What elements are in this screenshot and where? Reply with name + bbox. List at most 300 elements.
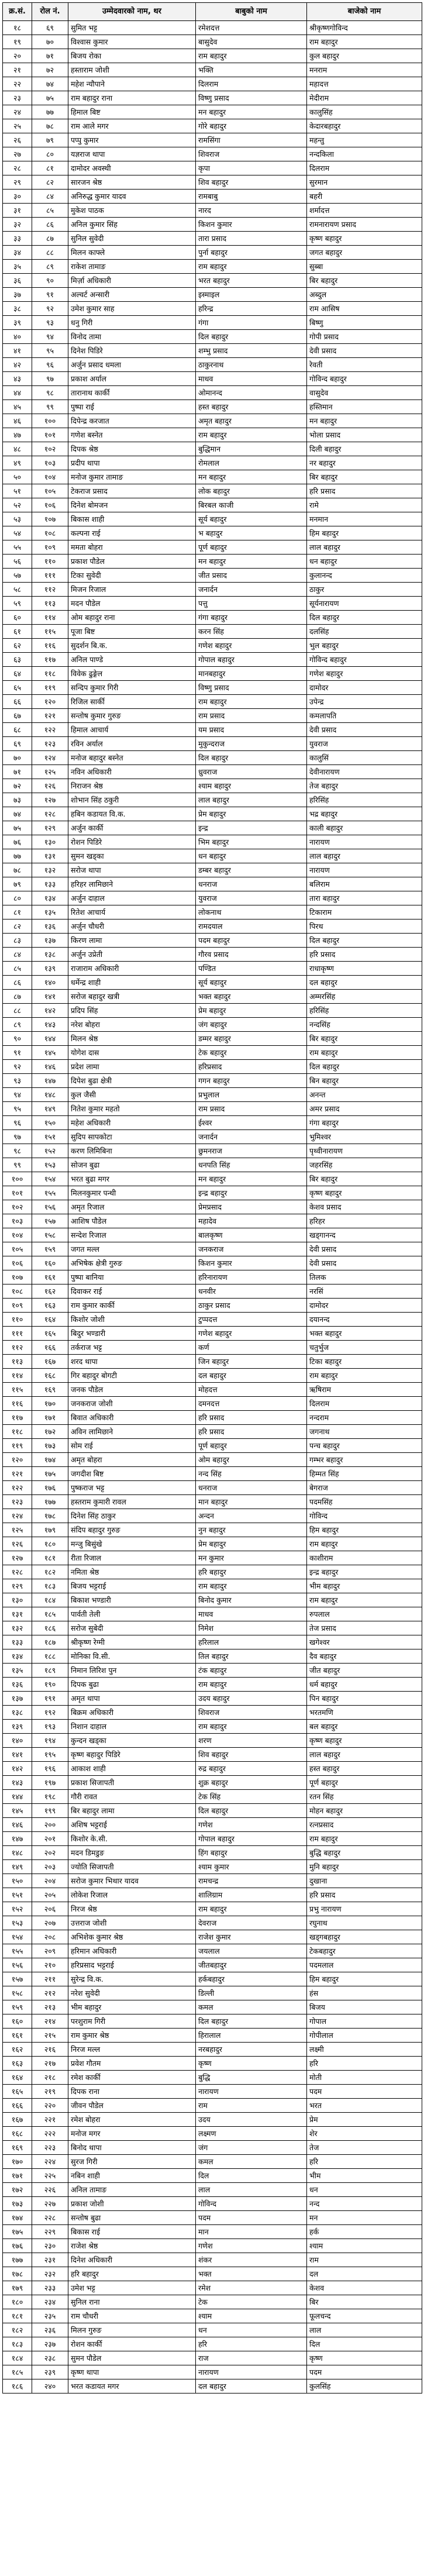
grandfather-name-cell: राधाकृष्ण [307, 962, 422, 976]
serial-number-cell: १५३ [3, 1916, 32, 1930]
grandfather-name-cell: रत्नप्रसाद [307, 1818, 422, 1832]
father-name-cell: अन्दन [196, 1509, 307, 1523]
grandfather-name-cell: नन्दकिला [307, 147, 422, 161]
father-name-cell: शिवराज [196, 147, 307, 161]
roll-number-cell: १५३ [32, 1158, 68, 1172]
serial-number-cell: १३१ [3, 1607, 32, 1621]
candidate-name-cell: शरद थापा [68, 1355, 196, 1369]
father-name-cell: प्रभुलाल [196, 1088, 307, 1102]
header-roll-number: रोल नं. [32, 3, 68, 21]
table-row [3, 1495, 422, 1509]
serial-number-cell: १६३ [3, 2057, 32, 2071]
serial-number-cell: ३६ [3, 274, 32, 288]
roll-number-cell: १९४ [32, 1734, 68, 1748]
roll-number-cell: १०० [32, 414, 68, 428]
serial-number-cell: १७८ [3, 2267, 32, 2281]
roll-number-cell: २३५ [32, 2309, 68, 2323]
grandfather-name-cell: दलसिंह [307, 625, 422, 639]
roll-number-cell: ७४ [32, 77, 68, 91]
roll-number-cell: १५२ [32, 1144, 68, 1158]
grandfather-name-cell: ठाकुर [307, 583, 422, 597]
candidate-name-cell: निराजन श्रेष्ठ [68, 779, 196, 793]
roll-number-cell: २०८ [32, 1930, 68, 1944]
grandfather-name-cell: महन्तु [307, 133, 422, 147]
roll-number-cell: १९६ [32, 1762, 68, 1776]
roll-number-cell: २०१ [32, 1832, 68, 1846]
serial-number-cell: ९५ [3, 1102, 32, 1116]
serial-number-cell: ८५ [3, 962, 32, 976]
serial-number-cell: १०९ [3, 1299, 32, 1313]
serial-number-cell: ३८ [3, 302, 32, 316]
candidate-name-cell: मिलन गुरुङ [68, 2323, 196, 2337]
father-name-cell: प्रेम बहादुर [196, 807, 307, 821]
roll-number-cell: २२८ [32, 2211, 68, 2225]
father-name-cell: रुद्र बहादुर [196, 1762, 307, 1776]
candidate-name-cell: महेश अधिकारी [68, 1116, 196, 1130]
candidate-name-cell: किशोर जोशी [68, 1313, 196, 1327]
serial-number-cell: ४७ [3, 428, 32, 442]
serial-number-cell: १०८ [3, 1284, 32, 1299]
father-name-cell: शिव बहादुर [196, 1748, 307, 1762]
candidate-name-cell: अभिषेक क्षेत्री गुरुङ [68, 1256, 196, 1270]
roll-number-cell: ९९ [32, 400, 68, 414]
father-name-cell: लाल [196, 2183, 307, 2197]
serial-number-cell: ६५ [3, 681, 32, 695]
grandfather-name-cell: नन्दसिंह [307, 1018, 422, 1032]
father-name-cell: मन बहादुर [196, 105, 307, 119]
grandfather-name-cell: गोपीलाल [307, 2029, 422, 2043]
father-name-cell: पुर्ना बहादुर [196, 246, 307, 260]
grandfather-name-cell: दुखाना [307, 1874, 422, 1888]
father-name-cell: दिलराम [196, 77, 307, 91]
grandfather-name-cell: श्याम [307, 2239, 422, 2253]
serial-number-cell: ९० [3, 1032, 32, 1046]
roll-number-cell: ६९ [32, 21, 68, 35]
roll-number-cell: १७९ [32, 1523, 68, 1537]
grandfather-name-cell: वासुदेव [307, 386, 422, 400]
table-row [3, 1130, 422, 1144]
father-name-cell: ठाकुरनाथ [196, 358, 307, 372]
father-name-cell: सूर्य बहादुर [196, 976, 307, 990]
candidate-name-cell: दामोदर अवस्थी [68, 161, 196, 175]
father-name-cell: हर्कबहादुर [196, 1972, 307, 1986]
table-row [3, 1439, 422, 1453]
grandfather-name-cell: दिलराम [307, 1397, 422, 1411]
candidate-name-cell: योगेश दास [68, 1046, 196, 1060]
grandfather-name-cell: अम्मरसिंह [307, 990, 422, 1004]
father-name-cell: धनवीर [196, 1284, 307, 1299]
table-row [3, 1144, 422, 1158]
roll-number-cell: १४८ [32, 1088, 68, 1102]
candidate-name-cell: अनिरुद्ध कुमार यादव [68, 190, 196, 204]
father-name-cell: दिल बहादुर [196, 751, 307, 765]
father-name-cell: पदम [196, 2211, 307, 2225]
grandfather-name-cell: काली बहादुर [307, 821, 422, 835]
grandfather-name-cell: देवीनारायण [307, 765, 422, 779]
serial-number-cell: ११२ [3, 1341, 32, 1355]
candidate-name-cell: मिलन श्रेष्ठ [68, 1032, 196, 1046]
roll-number-cell: ७५ [32, 91, 68, 105]
grandfather-name-cell: बल बहादुर [307, 1720, 422, 1734]
candidate-name-cell: भीम बहादुर [68, 2000, 196, 2014]
grandfather-name-cell: गोपी प्रसाद [307, 330, 422, 344]
roll-number-cell: १७८ [32, 1509, 68, 1523]
grandfather-name-cell: कुलानन्द [307, 569, 422, 583]
candidate-name-cell: कुन्दन खड्का [68, 1734, 196, 1748]
roll-number-cell: १४५ [32, 1046, 68, 1060]
father-name-cell: राम बहादुर [196, 1902, 307, 1916]
serial-number-cell: २७ [3, 147, 32, 161]
candidate-name-cell: पप्पु कुमार [68, 133, 196, 147]
candidate-name-cell: किशोर के.सी. [68, 1832, 196, 1846]
roll-number-cell: ९४ [32, 330, 68, 344]
grandfather-name-cell: गम्भर बहादुर [307, 1453, 422, 1467]
roll-number-cell: १४४ [32, 1032, 68, 1046]
table-row [3, 2113, 422, 2127]
table-row [3, 1607, 422, 1621]
candidate-name-cell: मनोज बहादुर बस्नेत [68, 751, 196, 765]
candidate-name-cell: रविन अर्याल [68, 737, 196, 751]
serial-number-cell: २१ [3, 63, 32, 77]
candidate-name-cell: निरज श्रेष्ठ [68, 1902, 196, 1916]
table-row [3, 1579, 422, 1593]
roll-number-cell: १५६ [32, 1200, 68, 1214]
grandfather-name-cell: मन [307, 2211, 422, 2225]
table-row [3, 105, 422, 119]
roll-number-cell: ८६ [32, 218, 68, 232]
roll-number-cell: १९८ [32, 1790, 68, 1804]
roll-number-cell: २१० [32, 1958, 68, 1972]
serial-number-cell: ११६ [3, 1397, 32, 1411]
table-row [3, 1299, 422, 1313]
roll-number-cell: १९३ [32, 1720, 68, 1734]
father-name-cell: किशन कुमार [196, 1256, 307, 1270]
father-name-cell: राम प्रसाद [196, 1102, 307, 1116]
roll-number-cell: १३४ [32, 891, 68, 905]
table-row [3, 372, 422, 386]
father-name-cell: जीतबहादुर [196, 1958, 307, 1972]
father-name-cell: गणेश [196, 1818, 307, 1832]
roll-number-cell: १८३ [32, 1579, 68, 1593]
serial-number-cell: ९४ [3, 1088, 32, 1102]
roll-number-cell: १२७ [32, 793, 68, 807]
serial-number-cell: १५२ [3, 1902, 32, 1916]
table-row [3, 161, 422, 175]
table-row [3, 428, 422, 442]
table-row [3, 1986, 422, 2000]
serial-number-cell: १५७ [3, 1972, 32, 1986]
grandfather-name-cell: राम बहादुर [307, 1369, 422, 1383]
roll-number-cell: १६९ [32, 1383, 68, 1397]
roll-number-cell: २३८ [32, 2351, 68, 2365]
serial-number-cell: ४२ [3, 358, 32, 372]
father-name-cell: गोपाल बहादुर [196, 653, 307, 667]
table-row [3, 484, 422, 498]
serial-number-cell: १८ [3, 21, 32, 35]
grandfather-name-cell: अमर प्रसाद [307, 1102, 422, 1116]
table-row [3, 990, 422, 1004]
serial-number-cell: ११९ [3, 1439, 32, 1453]
father-name-cell: शालिग्राम [196, 1888, 307, 1902]
father-name-cell: दिल बहादुर [196, 1804, 307, 1818]
roll-number-cell: १६६ [32, 1341, 68, 1355]
grandfather-name-cell: नारायण [307, 835, 422, 849]
father-name-cell: ध्रुवराज [196, 765, 307, 779]
table-row [3, 1902, 422, 1916]
father-name-cell: दल बहादुर [196, 1369, 307, 1383]
grandfather-name-cell: टिकाराम [307, 905, 422, 919]
father-name-cell: शुक्र बहादुर [196, 1776, 307, 1790]
father-name-cell: मन बहादुर [196, 1172, 307, 1186]
grandfather-name-cell: मनराम [307, 63, 422, 77]
roll-number-cell: २२६ [32, 2183, 68, 2197]
grandfather-name-cell: दामोदर [307, 1299, 422, 1313]
candidate-name-cell: मिजन रिजाल [68, 583, 196, 597]
roll-number-cell: १३८ [32, 948, 68, 962]
table-row [3, 1565, 422, 1579]
serial-number-cell: १६४ [3, 2071, 32, 2085]
serial-number-cell: २२ [3, 77, 32, 91]
father-name-cell: गोपाल बहादुर [196, 1832, 307, 1846]
candidate-name-cell: आशिष पौडेल [68, 1214, 196, 1228]
serial-number-cell: १२० [3, 1453, 32, 1467]
father-name-cell: जिन बहादुर [196, 1355, 307, 1369]
candidate-name-cell: सुदर्शन बि.क. [68, 639, 196, 653]
roll-number-cell: १९० [32, 1678, 68, 1692]
roll-number-cell: १२५ [32, 765, 68, 779]
candidate-name-cell: बिनोद थापा [68, 2141, 196, 2155]
grandfather-name-cell: कृष्ण [307, 2351, 422, 2365]
grandfather-name-cell: केशव [307, 2281, 422, 2295]
roll-number-cell: १७२ [32, 1425, 68, 1439]
father-name-cell: इन्द्र [196, 821, 307, 835]
grandfather-name-cell: हस्त बहादुर [307, 1762, 422, 1776]
grandfather-name-cell: देवी प्रसाद [307, 1256, 422, 1270]
table-row [3, 1411, 422, 1425]
father-name-cell: प्रेमप्रसाद [196, 1200, 307, 1214]
roll-number-cell: २३३ [32, 2281, 68, 2295]
grandfather-name-cell: सूर्यनारायण [307, 597, 422, 611]
grandfather-name-cell: लाल बहादुर [307, 540, 422, 555]
table-row [3, 526, 422, 540]
roll-number-cell: ९१ [32, 288, 68, 302]
table-row [3, 2239, 422, 2253]
candidate-name-cell: हरिहर लामिछाने [68, 877, 196, 891]
roll-number-cell: १८१ [32, 1551, 68, 1565]
table-row [3, 737, 422, 751]
grandfather-name-cell: तिलक [307, 1270, 422, 1284]
grandfather-name-cell: नर बहादुर [307, 456, 422, 470]
candidate-name-cell: विश्वास कुमार [68, 35, 196, 49]
serial-number-cell: ७० [3, 751, 32, 765]
candidate-name-cell: महेश न्यौपाने [68, 77, 196, 91]
roll-number-cell: १८७ [32, 1635, 68, 1649]
candidate-name-cell: मोनिका वि.सी. [68, 1649, 196, 1664]
serial-number-cell: ५३ [3, 512, 32, 526]
candidate-name-cell: उत्तराज जोशी [68, 1916, 196, 1930]
table-row [3, 1678, 422, 1692]
candidate-name-cell: प्रकाश सिजापती [68, 1776, 196, 1790]
serial-number-cell: ७६ [3, 835, 32, 849]
roll-number-cell: २३२ [32, 2267, 68, 2281]
grandfather-name-cell: रघुनाथ [307, 1916, 422, 1930]
grandfather-name-cell: बलिराम [307, 877, 422, 891]
roll-number-cell: २१९ [32, 2085, 68, 2099]
candidate-name-cell: मिलनकुमार पन्थी [68, 1186, 196, 1200]
roll-number-cell: २१७ [32, 2057, 68, 2071]
table-row [3, 962, 422, 976]
grandfather-name-cell: राम आसिष [307, 302, 422, 316]
grandfather-name-cell: राम बहादुर [307, 1832, 422, 1846]
serial-number-cell: ६० [3, 611, 32, 625]
father-name-cell: भ बहादुर [196, 526, 307, 540]
grandfather-name-cell: नरसिं [307, 1284, 422, 1299]
candidate-name-cell: सन्तोष बुढा [68, 2211, 196, 2225]
roll-number-cell: १२० [32, 695, 68, 709]
table-row [3, 2253, 422, 2267]
table-row [3, 779, 422, 793]
grandfather-name-cell: तेज बहादुर [307, 779, 422, 793]
grandfather-name-cell: हरि प्रसाद [307, 948, 422, 962]
father-name-cell: रामबाबु [196, 190, 307, 204]
candidate-name-cell: प्रकाश अर्याल [68, 372, 196, 386]
father-name-cell: राजेश कुमार [196, 1930, 307, 1944]
father-name-cell: राम बहादुर [196, 1579, 307, 1593]
header-candidate-name: उम्मेदवारको नाम, थर [68, 3, 196, 21]
table-row [3, 260, 422, 274]
father-name-cell: राम बहादुर [196, 1678, 307, 1692]
table-row [3, 1860, 422, 1874]
table-row [3, 1958, 422, 1972]
father-name-cell: ठाकुर प्रसाद [196, 1299, 307, 1313]
grandfather-name-cell: हिम बहादुर [307, 526, 422, 540]
grandfather-name-cell: हर्क [307, 2225, 422, 2239]
candidate-list-table [2, 2, 422, 2394]
grandfather-name-cell: जगनाथ [307, 1425, 422, 1439]
serial-number-cell: १२८ [3, 1565, 32, 1579]
father-name-cell: ओम बहादुर [196, 1453, 307, 1467]
serial-number-cell: ५९ [3, 597, 32, 611]
father-name-cell: नारायण [196, 2085, 307, 2099]
father-name-cell: हरिलाल [196, 1635, 307, 1649]
grandfather-name-cell: बिर बहादुर [307, 1032, 422, 1046]
roll-number-cell: ८७ [32, 232, 68, 246]
father-name-cell: गोरे बहादुर [196, 119, 307, 133]
father-name-cell: ईश्वर [196, 1116, 307, 1130]
father-name-cell: राम बहादुर [196, 49, 307, 63]
serial-number-cell: २६ [3, 133, 32, 147]
serial-number-cell: १२६ [3, 1537, 32, 1551]
table-row [3, 765, 422, 779]
serial-number-cell: ६६ [3, 695, 32, 709]
serial-number-cell: १४४ [3, 1790, 32, 1804]
table-row [3, 807, 422, 821]
grandfather-name-cell: खड्गबहादुर [307, 1930, 422, 1944]
serial-number-cell: ५० [3, 470, 32, 484]
grandfather-name-cell: दल [307, 2267, 422, 2281]
father-name-cell: अमृत बहादुर [196, 414, 307, 428]
serial-number-cell: १४१ [3, 1748, 32, 1762]
grandfather-name-cell: मन बहादुर [307, 414, 422, 428]
grandfather-name-cell: तारा बहादुर [307, 891, 422, 905]
candidate-name-cell: बिर बहादुर लामा [68, 1804, 196, 1818]
grandfather-name-cell: दिलराम [307, 161, 422, 175]
roll-number-cell: १३२ [32, 863, 68, 877]
father-name-cell: उदय [196, 2113, 307, 2127]
candidate-name-cell: मनोज कुमार तामाङ [68, 470, 196, 484]
table-row [3, 1004, 422, 1018]
father-name-cell: भरत बहादुर [196, 274, 307, 288]
roll-number-cell: १४६ [32, 1060, 68, 1074]
table-body [3, 21, 422, 2394]
roll-number-cell: १८८ [32, 1649, 68, 1664]
father-name-cell: जनार्दन [196, 583, 307, 597]
grandfather-name-cell: हिम बहादुर [307, 1972, 422, 1986]
roll-number-cell: १०२ [32, 442, 68, 456]
father-name-cell: माधव [196, 372, 307, 386]
father-name-cell: महादेव [196, 1214, 307, 1228]
candidate-name-cell: हस्तराम कुमारी रावल [68, 1495, 196, 1509]
roll-number-cell: ११९ [32, 681, 68, 695]
table-row [3, 2029, 422, 2043]
serial-number-cell: १११ [3, 1327, 32, 1341]
roll-number-cell: १४९ [32, 1102, 68, 1116]
grandfather-name-cell: पृथ्वीनारायण [307, 1144, 422, 1158]
candidate-name-cell: ज्योति सिजापती [68, 1860, 196, 1874]
candidate-name-cell: विनोद तामा [68, 330, 196, 344]
table-row [3, 1453, 422, 1467]
father-name-cell: मोहदत्त [196, 1383, 307, 1397]
grandfather-name-cell: बिजय [307, 2000, 422, 2014]
candidate-name-cell: ममता बोहरा [68, 540, 196, 555]
candidate-name-cell: नरेश बोहरा [68, 1018, 196, 1032]
table-row [3, 119, 422, 133]
candidate-name-cell: मन्जु बिसुंखे [68, 1537, 196, 1551]
serial-number-cell: १९ [3, 35, 32, 49]
candidate-name-cell: जगदीश बिष्ट [68, 1467, 196, 1481]
table-row [3, 2043, 422, 2057]
father-name-cell: टेक [196, 2295, 307, 2309]
father-name-cell: दल बहादुर [196, 2379, 307, 2394]
serial-number-cell: ६१ [3, 625, 32, 639]
grandfather-name-cell: कृष्ण बहादुर [307, 1734, 422, 1748]
grandfather-name-cell: श्रीकृष्णगोविन्द [307, 21, 422, 35]
roll-number-cell: १२९ [32, 821, 68, 835]
roll-number-cell: १२१ [32, 709, 68, 723]
candidate-name-cell: अनिल कुमार सिंह [68, 218, 196, 232]
serial-number-cell: १०० [3, 1172, 32, 1186]
roll-number-cell: १३९ [32, 962, 68, 976]
serial-number-cell: १४५ [3, 1804, 32, 1818]
candidate-name-cell: दिवाकर राई [68, 1284, 196, 1299]
roll-number-cell: १६० [32, 1256, 68, 1270]
candidate-name-cell: अविन लामिछाने [68, 1425, 196, 1439]
table-row [3, 1649, 422, 1664]
roll-number-cell: १४७ [32, 1074, 68, 1088]
table-row [3, 793, 422, 807]
candidate-name-cell: प्रदिप सिंह [68, 1004, 196, 1018]
roll-number-cell: २२१ [32, 2113, 68, 2127]
serial-number-cell: ३५ [3, 260, 32, 274]
table-row [3, 2351, 422, 2365]
candidate-name-cell: मदन पौडेल [68, 597, 196, 611]
serial-number-cell: ६९ [3, 737, 32, 751]
father-name-cell: गणेश बहादुर [196, 1327, 307, 1341]
roll-number-cell: १७६ [32, 1481, 68, 1495]
serial-number-cell: १६५ [3, 2085, 32, 2099]
roll-number-cell: २२७ [32, 2197, 68, 2211]
grandfather-name-cell: धन बहादुर [307, 555, 422, 569]
